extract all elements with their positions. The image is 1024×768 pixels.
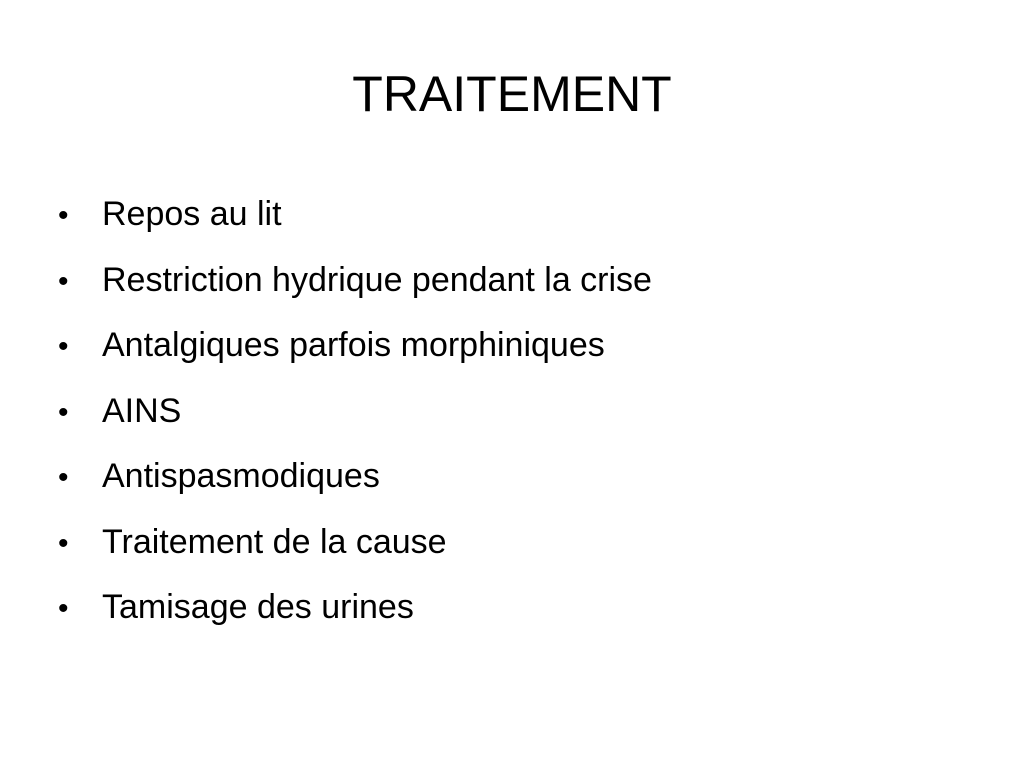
- bullet-text: Tamisage des urines: [102, 588, 414, 626]
- bullet-text: Antispasmodiques: [102, 457, 380, 495]
- bullet-icon: •: [58, 592, 69, 625]
- bullet-text: Restriction hydrique pendant la crise: [102, 260, 652, 299]
- bullet-icon: •: [58, 264, 69, 298]
- bullet-icon: •: [58, 330, 69, 363]
- list-item: [56, 452, 976, 518]
- list-item: [56, 583, 976, 649]
- list-item: [56, 256, 976, 322]
- bullet-icon: •: [58, 199, 69, 232]
- bullet-text: Traitement de la cause: [102, 522, 447, 561]
- list-item: [56, 387, 976, 453]
- list-item: [56, 321, 976, 387]
- list-item: [56, 518, 976, 584]
- bullet-text: Repos au lit: [102, 195, 282, 233]
- bullet-icon: •: [58, 526, 69, 560]
- bullet-icon: •: [58, 395, 69, 429]
- bullet-text: AINS: [102, 391, 182, 430]
- bullet-list: [56, 190, 976, 649]
- list-item: [56, 190, 976, 256]
- bullet-text: Antalgiques parfois morphiniques: [102, 326, 605, 364]
- bullet-icon: •: [58, 461, 69, 494]
- slide-title: TRAITEMENT: [352, 66, 672, 122]
